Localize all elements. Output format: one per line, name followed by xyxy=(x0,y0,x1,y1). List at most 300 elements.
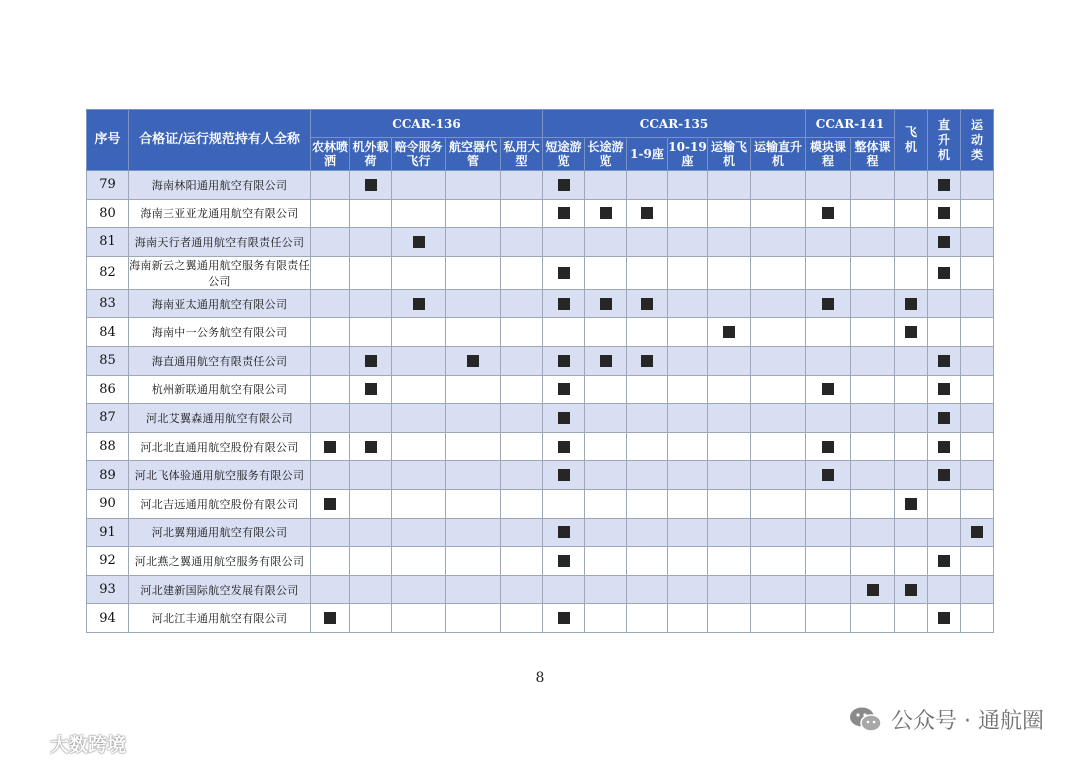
row-seq: 85 xyxy=(87,346,129,375)
filled-square-icon xyxy=(558,469,570,481)
qualification-cell xyxy=(392,604,446,633)
table-body xyxy=(87,171,994,633)
table-row xyxy=(87,489,994,518)
qualification-cell xyxy=(501,432,543,461)
qualification-cell xyxy=(501,171,543,200)
qualification-cell xyxy=(928,318,961,347)
header-sub-136-2: 赔令服务飞行 xyxy=(392,138,446,171)
page-number: 8 xyxy=(535,670,545,686)
qualification-cell xyxy=(392,432,446,461)
qualification-cell xyxy=(350,489,392,518)
qualification-cell xyxy=(961,228,994,257)
qualification-cell xyxy=(928,171,961,200)
qualification-cell xyxy=(851,575,895,604)
qualification-cell xyxy=(446,171,501,200)
qualification-cell xyxy=(895,199,928,228)
qualification-cell xyxy=(543,346,585,375)
qualification-cell xyxy=(543,461,585,490)
filled-square-icon xyxy=(822,469,834,481)
qualification-cell xyxy=(708,318,751,347)
watermark-left-text: 大数跨境 xyxy=(50,734,127,756)
qualification-cell xyxy=(350,518,392,547)
filled-square-icon xyxy=(723,326,735,338)
qualification-cell xyxy=(627,228,668,257)
qualification-cell xyxy=(806,547,851,576)
filled-square-icon xyxy=(822,298,834,310)
qualification-cell xyxy=(392,575,446,604)
filled-square-icon xyxy=(324,612,336,624)
qualification-cell xyxy=(928,404,961,433)
qualification-cell xyxy=(708,518,751,547)
filled-square-icon xyxy=(938,179,950,191)
qualification-cell xyxy=(708,432,751,461)
qualification-cell xyxy=(585,518,627,547)
qualification-cell xyxy=(585,489,627,518)
qualification-cell xyxy=(543,432,585,461)
filled-square-icon xyxy=(324,498,336,510)
qualification-cell xyxy=(708,171,751,200)
row-seq: 91 xyxy=(87,518,129,547)
qualification-cell xyxy=(501,289,543,318)
qualification-cell xyxy=(806,375,851,404)
qualification-cell xyxy=(668,346,708,375)
filled-square-icon xyxy=(558,179,570,191)
header-sub-136-4: 私用大型 xyxy=(501,138,543,171)
qualification-cell xyxy=(851,518,895,547)
qualification-cell xyxy=(708,404,751,433)
qualification-cell xyxy=(668,547,708,576)
qualification-cell xyxy=(928,604,961,633)
header-sub-141-1: 整体课程 xyxy=(851,138,895,171)
qualification-cell xyxy=(543,171,585,200)
qualification-cell xyxy=(851,489,895,518)
qualification-cell xyxy=(543,604,585,633)
qualification-cell xyxy=(501,199,543,228)
qualification-cell xyxy=(806,346,851,375)
filled-square-icon xyxy=(905,298,917,310)
row-seq: 88 xyxy=(87,432,129,461)
qualification-cell xyxy=(668,289,708,318)
qualification-cell xyxy=(961,547,994,576)
qualification-cell xyxy=(446,256,501,289)
qualification-cell xyxy=(311,171,350,200)
qualification-cell xyxy=(668,199,708,228)
qualification-cell xyxy=(895,404,928,433)
filled-square-icon xyxy=(938,612,950,624)
qualification-cell xyxy=(501,228,543,257)
qualification-cell xyxy=(751,375,806,404)
qualification-cell xyxy=(585,228,627,257)
qualification-cell xyxy=(350,604,392,633)
qualification-cell xyxy=(806,518,851,547)
row-holder-name: 河北燕之翼通用航空服务有限公司 xyxy=(129,547,311,576)
qualification-cell xyxy=(392,375,446,404)
row-seq: 79 xyxy=(87,171,129,200)
watermark-right-text: 公众号 · 通航圈 xyxy=(891,709,1044,734)
table-row xyxy=(87,171,994,200)
qualification-cell xyxy=(751,256,806,289)
row-seq: 93 xyxy=(87,575,129,604)
qualification-cell xyxy=(446,518,501,547)
qualification-cell xyxy=(627,199,668,228)
qualification-cell xyxy=(627,604,668,633)
qualification-cell xyxy=(668,318,708,347)
qualification-cell xyxy=(851,289,895,318)
header-sub-136-1: 机外载荷 xyxy=(350,138,392,171)
filled-square-icon xyxy=(938,555,950,567)
row-holder-name: 海南三亚亚龙通用航空有限公司 xyxy=(129,199,311,228)
qualification-cell xyxy=(668,432,708,461)
qualification-cell xyxy=(668,518,708,547)
qualification-cell xyxy=(708,547,751,576)
row-holder-name: 海南中一公务航空有限公司 xyxy=(129,318,311,347)
qualification-cell xyxy=(961,346,994,375)
qualification-cell xyxy=(627,256,668,289)
qualification-cell xyxy=(585,171,627,200)
qualification-cell xyxy=(501,346,543,375)
filled-square-icon xyxy=(467,355,479,367)
qualification-cell xyxy=(851,228,895,257)
qualification-cell xyxy=(751,547,806,576)
filled-square-icon xyxy=(641,298,653,310)
filled-square-icon xyxy=(905,326,917,338)
qualification-cell xyxy=(708,489,751,518)
qualification-cell xyxy=(928,256,961,289)
qualification-cell xyxy=(350,547,392,576)
qualification-cell xyxy=(585,461,627,490)
header-seq: 序号 xyxy=(87,110,129,171)
qualification-cell xyxy=(668,461,708,490)
table-row xyxy=(87,318,994,347)
filled-square-icon xyxy=(558,612,570,624)
row-seq: 87 xyxy=(87,404,129,433)
qualification-cell xyxy=(851,604,895,633)
qualification-cell xyxy=(851,346,895,375)
filled-square-icon xyxy=(822,383,834,395)
qualification-cell xyxy=(668,375,708,404)
header-sub-135-1: 长途游览 xyxy=(585,138,627,171)
table-row xyxy=(87,289,994,318)
filled-square-icon xyxy=(905,584,917,596)
qualification-cell xyxy=(928,489,961,518)
qualification-cell xyxy=(708,346,751,375)
row-holder-name: 河北北直通用航空股份有限公司 xyxy=(129,432,311,461)
qualification-cell xyxy=(851,171,895,200)
qualification-cell xyxy=(311,256,350,289)
qualification-cell xyxy=(446,575,501,604)
row-holder-name: 海南林阳通用航空有限公司 xyxy=(129,171,311,200)
qualification-cell xyxy=(806,604,851,633)
row-holder-name: 杭州新联通用航空有限公司 xyxy=(129,375,311,404)
qualification-cell xyxy=(751,461,806,490)
row-holder-name: 河北建新国际航空发展有限公司 xyxy=(129,575,311,604)
qualification-cell xyxy=(350,228,392,257)
row-seq: 92 xyxy=(87,547,129,576)
filled-square-icon xyxy=(413,236,425,248)
filled-square-icon xyxy=(558,298,570,310)
header-sub-135-0: 短途游览 xyxy=(543,138,585,171)
qualification-cell xyxy=(311,375,350,404)
qualification-cell xyxy=(851,375,895,404)
qualification-cell xyxy=(851,318,895,347)
filled-square-icon xyxy=(558,267,570,279)
header-sub-135-3: 10-19座 xyxy=(668,138,708,171)
qualification-cell xyxy=(350,432,392,461)
qualification-cell xyxy=(928,289,961,318)
qualification-cell xyxy=(851,256,895,289)
qualification-cell xyxy=(895,432,928,461)
qualification-cell xyxy=(961,199,994,228)
filled-square-icon xyxy=(905,498,917,510)
qualification-cell xyxy=(961,171,994,200)
qualification-cell xyxy=(501,489,543,518)
qualification-cell xyxy=(585,404,627,433)
qualification-cell xyxy=(501,461,543,490)
header-group-ccar135: CCAR-135 xyxy=(543,110,806,138)
qualification-cell xyxy=(895,489,928,518)
row-seq: 90 xyxy=(87,489,129,518)
qualification-cell xyxy=(543,318,585,347)
qualification-cell xyxy=(751,604,806,633)
qualification-cell xyxy=(895,461,928,490)
qualification-cell xyxy=(543,404,585,433)
qualification-cell xyxy=(806,256,851,289)
qualification-cell xyxy=(668,575,708,604)
qualification-cell xyxy=(350,256,392,289)
qualification-cell xyxy=(392,318,446,347)
qualification-cell xyxy=(751,518,806,547)
qualification-cell xyxy=(446,375,501,404)
qualification-cell xyxy=(751,404,806,433)
qualification-cell xyxy=(446,346,501,375)
qualification-cell xyxy=(392,256,446,289)
qualification-cell xyxy=(851,461,895,490)
qualification-cell xyxy=(585,289,627,318)
qualification-cell xyxy=(806,575,851,604)
filled-square-icon xyxy=(938,383,950,395)
qualification-cell xyxy=(627,518,668,547)
qualification-cell xyxy=(392,228,446,257)
filled-square-icon xyxy=(822,207,834,219)
qualification-cell xyxy=(708,375,751,404)
watermark-left xyxy=(10,730,126,757)
qualification-cell xyxy=(895,604,928,633)
qualification-cell xyxy=(543,575,585,604)
header-sub-141-0: 模块课程 xyxy=(806,138,851,171)
qualification-cell xyxy=(446,318,501,347)
qualification-table-container xyxy=(86,109,994,633)
qualification-cell xyxy=(501,318,543,347)
qualification-cell xyxy=(627,318,668,347)
qualification-cell xyxy=(627,461,668,490)
qualification-cell xyxy=(627,346,668,375)
filled-square-icon xyxy=(971,526,983,538)
table-row xyxy=(87,518,994,547)
row-holder-name: 海直通用航空有限责任公司 xyxy=(129,346,311,375)
qualification-cell xyxy=(961,318,994,347)
qualification-cell xyxy=(311,318,350,347)
qualification-cell xyxy=(668,404,708,433)
qualification-cell xyxy=(928,518,961,547)
header-group-ccar136: CCAR-136 xyxy=(311,110,543,138)
qualification-cell xyxy=(961,518,994,547)
table-row xyxy=(87,199,994,228)
qualification-cell xyxy=(895,375,928,404)
qualification-cell xyxy=(446,461,501,490)
table-row xyxy=(87,575,994,604)
filled-square-icon xyxy=(938,267,950,279)
qualification-cell xyxy=(627,171,668,200)
qualification-cell xyxy=(627,432,668,461)
qualification-cell xyxy=(350,404,392,433)
qualification-cell xyxy=(627,289,668,318)
row-holder-name: 河北艾翼森通用航空有限公司 xyxy=(129,404,311,433)
qualification-cell xyxy=(311,228,350,257)
row-seq: 83 xyxy=(87,289,129,318)
qualification-cell xyxy=(501,575,543,604)
qualification-cell xyxy=(446,228,501,257)
qualification-cell xyxy=(751,228,806,257)
qualification-cell xyxy=(928,228,961,257)
qualification-cell xyxy=(806,171,851,200)
qualification-cell xyxy=(311,518,350,547)
qualification-cell xyxy=(350,318,392,347)
qualification-cell xyxy=(543,199,585,228)
qualification-cell xyxy=(751,289,806,318)
header-sub-136-3: 航空器代管 xyxy=(446,138,501,171)
qualification-cell xyxy=(806,404,851,433)
qualification-cell xyxy=(392,199,446,228)
qualification-cell xyxy=(895,256,928,289)
row-seq: 81 xyxy=(87,228,129,257)
qualification-cell xyxy=(350,171,392,200)
qualification-cell xyxy=(895,346,928,375)
qualification-cell xyxy=(446,289,501,318)
filled-square-icon xyxy=(938,412,950,424)
filled-square-icon xyxy=(558,555,570,567)
qualification-cell xyxy=(501,604,543,633)
qualification-cell xyxy=(851,547,895,576)
qualification-cell xyxy=(543,256,585,289)
qualification-cell xyxy=(350,346,392,375)
qualification-cell xyxy=(851,432,895,461)
qualification-cell xyxy=(311,489,350,518)
qualification-cell xyxy=(585,346,627,375)
qualification-cell xyxy=(585,604,627,633)
qualification-cell xyxy=(668,228,708,257)
row-seq: 82 xyxy=(87,256,129,289)
filled-square-icon xyxy=(641,207,653,219)
qualification-cell xyxy=(895,289,928,318)
qualification-cell xyxy=(501,404,543,433)
qualification-cell xyxy=(311,404,350,433)
filled-square-icon xyxy=(641,355,653,367)
table-row xyxy=(87,256,994,289)
qualification-cell xyxy=(961,289,994,318)
qualification-cell xyxy=(350,375,392,404)
qualification-cell xyxy=(928,461,961,490)
qualification-cell xyxy=(668,604,708,633)
qualification-cell xyxy=(392,489,446,518)
qualification-cell xyxy=(350,575,392,604)
qualification-cell xyxy=(961,256,994,289)
qualification-cell xyxy=(895,575,928,604)
qualification-cell xyxy=(928,199,961,228)
table-row xyxy=(87,375,994,404)
qualification-cell xyxy=(311,289,350,318)
table-row xyxy=(87,461,994,490)
filled-square-icon xyxy=(938,469,950,481)
qualification-cell xyxy=(350,289,392,318)
qualification-cell xyxy=(751,432,806,461)
qualification-cell xyxy=(928,375,961,404)
qualification-cell xyxy=(895,171,928,200)
qualification-cell xyxy=(895,228,928,257)
qualification-cell xyxy=(751,346,806,375)
qualification-cell xyxy=(895,518,928,547)
qualification-cell xyxy=(751,575,806,604)
filled-square-icon xyxy=(413,298,425,310)
qualification-cell xyxy=(350,461,392,490)
qualification-cell xyxy=(708,199,751,228)
qualification-cell xyxy=(627,375,668,404)
row-holder-name: 海南新云之翼通用航空服务有限责任公司 xyxy=(129,256,311,289)
qualification-cell xyxy=(895,318,928,347)
header-helicopter: 直升机 xyxy=(928,110,961,171)
filled-square-icon xyxy=(365,355,377,367)
header-holder: 合格证/运行规范持有人全称 xyxy=(129,110,311,171)
qualification-cell xyxy=(543,489,585,518)
qualification-cell xyxy=(851,404,895,433)
qualification-cell xyxy=(311,199,350,228)
table-row xyxy=(87,228,994,257)
row-holder-name: 海南亚太通用航空有限公司 xyxy=(129,289,311,318)
qualification-cell xyxy=(751,489,806,518)
qualification-cell xyxy=(446,489,501,518)
qualification-cell xyxy=(751,199,806,228)
row-holder-name: 河北吉远通用航空股份有限公司 xyxy=(129,489,311,518)
qualification-cell xyxy=(961,432,994,461)
qualification-cell xyxy=(627,489,668,518)
filled-square-icon xyxy=(558,526,570,538)
qualification-table xyxy=(86,109,994,633)
qualification-cell xyxy=(501,256,543,289)
table-row xyxy=(87,604,994,633)
filled-square-icon xyxy=(938,355,950,367)
qualification-cell xyxy=(708,575,751,604)
qualification-cell xyxy=(585,199,627,228)
table-row xyxy=(87,346,994,375)
row-holder-name: 河北江丰通用航空有限公司 xyxy=(129,604,311,633)
qualification-cell xyxy=(585,547,627,576)
filled-square-icon xyxy=(558,412,570,424)
filled-square-icon xyxy=(822,441,834,453)
header-sub-135-5: 运输直升机 xyxy=(751,138,806,171)
qualification-cell xyxy=(446,199,501,228)
qualification-cell xyxy=(585,575,627,604)
filled-square-icon xyxy=(365,179,377,191)
qualification-cell xyxy=(708,461,751,490)
qualification-cell xyxy=(627,547,668,576)
qualification-cell xyxy=(851,199,895,228)
qualification-cell xyxy=(928,575,961,604)
qualification-cell xyxy=(311,547,350,576)
table-header xyxy=(87,110,994,171)
qualification-cell xyxy=(446,404,501,433)
qualification-cell xyxy=(311,432,350,461)
table-row xyxy=(87,404,994,433)
filled-square-icon xyxy=(600,298,612,310)
